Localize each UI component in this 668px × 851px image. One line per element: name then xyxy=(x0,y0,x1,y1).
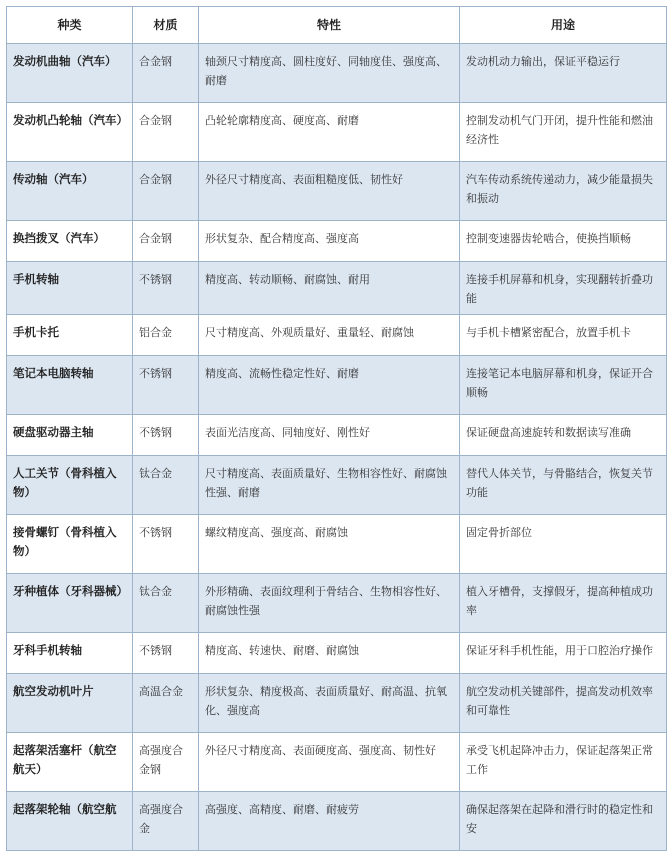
table-row xyxy=(7,103,667,162)
cell-features: 精度高、转速快、耐磨、耐腐蚀 xyxy=(199,633,460,674)
cell-kind: 硬盘驱动器主轴 xyxy=(7,415,133,456)
product-table xyxy=(6,6,667,851)
cell-usage: 保证硬盘高速旋转和数据读写准确 xyxy=(460,415,667,456)
cell-features: 形状复杂、精度极高、表面质量好、耐高温、抗氧化、强度高 xyxy=(199,674,460,733)
table-header-row xyxy=(7,7,667,44)
cell-usage: 与手机卡槽紧密配合，放置手机卡 xyxy=(460,315,667,356)
cell-kind: 牙科手机转轴 xyxy=(7,633,133,674)
cell-usage: 汽车传动系统传递动力，减少能量损失和振动 xyxy=(460,162,667,221)
table-row xyxy=(7,356,667,415)
cell-kind: 牙种植体（牙科器械） xyxy=(7,574,133,633)
cell-kind: 航空发动机叶片 xyxy=(7,674,133,733)
cell-features: 外径尺寸精度高、表面硬度高、强度高、韧性好 xyxy=(199,733,460,792)
cell-usage: 控制变速器齿轮啮合，使换挡顺畅 xyxy=(460,221,667,262)
table-row xyxy=(7,633,667,674)
cell-kind: 笔记本电脑转轴 xyxy=(7,356,133,415)
table-row xyxy=(7,674,667,733)
cell-features: 轴颈尺寸精度高、圆柱度好、同轴度佳、强度高、耐磨 xyxy=(199,44,460,103)
cell-usage: 替代人体关节，与骨骼结合，恢复关节功能 xyxy=(460,456,667,515)
table-row xyxy=(7,415,667,456)
cell-usage: 连接笔记本电脑屏幕和机身，保证开合顺畅 xyxy=(460,356,667,415)
cell-features: 精度高、转动顺畅、耐腐蚀、耐用 xyxy=(199,262,460,315)
cell-material: 高强度合金 xyxy=(133,792,199,851)
cell-material: 不锈钢 xyxy=(133,633,199,674)
cell-usage: 发动机动力输出，保证平稳运行 xyxy=(460,44,667,103)
header-kind: 种类 xyxy=(7,7,133,44)
cell-material: 钛合金 xyxy=(133,574,199,633)
cell-usage: 航空发动机关键部件，提高发动机效率和可靠性 xyxy=(460,674,667,733)
table-row xyxy=(7,162,667,221)
cell-material: 合金钢 xyxy=(133,103,199,162)
cell-kind: 人工关节（骨科植入物） xyxy=(7,456,133,515)
table-row xyxy=(7,733,667,792)
cell-material: 铝合金 xyxy=(133,315,199,356)
cell-kind: 换挡拨叉（汽车） xyxy=(7,221,133,262)
cell-features: 外形精确、表面纹理利于骨结合、生物相容性好、耐腐蚀性强 xyxy=(199,574,460,633)
cell-features: 高强度、高精度、耐磨、耐疲劳 xyxy=(199,792,460,851)
cell-usage: 保证牙科手机性能，用于口腔治疗操作 xyxy=(460,633,667,674)
cell-features: 表面光洁度高、同轴度好、刚性好 xyxy=(199,415,460,456)
cell-kind: 发动机曲轴（汽车） xyxy=(7,44,133,103)
cell-kind: 起落架轮轴（航空航 xyxy=(7,792,133,851)
table-row xyxy=(7,315,667,356)
cell-material: 不锈钢 xyxy=(133,515,199,574)
cell-usage: 控制发动机气门开闭，提升性能和燃油经济性 xyxy=(460,103,667,162)
cell-kind: 传动轴（汽车） xyxy=(7,162,133,221)
table-row xyxy=(7,574,667,633)
cell-material: 不锈钢 xyxy=(133,356,199,415)
cell-material: 不锈钢 xyxy=(133,262,199,315)
table-row xyxy=(7,515,667,574)
cell-usage: 承受飞机起降冲击力，保证起落架正常工作 xyxy=(460,733,667,792)
header-usage: 用途 xyxy=(460,7,667,44)
cell-usage: 确保起落架在起降和滑行时的稳定性和安 xyxy=(460,792,667,851)
cell-usage: 连接手机屏幕和机身，实现翻转折叠功能 xyxy=(460,262,667,315)
cell-features: 尺寸精度高、外观质量好、重量轻、耐腐蚀 xyxy=(199,315,460,356)
table-row xyxy=(7,262,667,315)
cell-material: 合金钢 xyxy=(133,221,199,262)
header-features: 特性 xyxy=(199,7,460,44)
cell-features: 形状复杂、配合精度高、强度高 xyxy=(199,221,460,262)
cell-usage: 固定骨折部位 xyxy=(460,515,667,574)
cell-usage: 植入牙槽骨，支撑假牙，提高种植成功率 xyxy=(460,574,667,633)
cell-features: 尺寸精度高、表面质量好、生物相容性好、耐腐蚀性强、耐磨 xyxy=(199,456,460,515)
table-row xyxy=(7,44,667,103)
cell-features: 凸轮轮廓精度高、硬度高、耐磨 xyxy=(199,103,460,162)
cell-features: 外径尺寸精度高、表面粗糙度低、韧性好 xyxy=(199,162,460,221)
cell-kind: 手机转轴 xyxy=(7,262,133,315)
cell-features: 精度高、流畅性稳定性好、耐磨 xyxy=(199,356,460,415)
table-row xyxy=(7,456,667,515)
cell-material: 高温合金 xyxy=(133,674,199,733)
cell-material: 不锈钢 xyxy=(133,415,199,456)
cell-material: 合金钢 xyxy=(133,162,199,221)
cell-kind: 接骨螺钉（骨科植入物） xyxy=(7,515,133,574)
cell-kind: 手机卡托 xyxy=(7,315,133,356)
header-material: 材质 xyxy=(133,7,199,44)
cell-features: 螺纹精度高、强度高、耐腐蚀 xyxy=(199,515,460,574)
cell-material: 合金钢 xyxy=(133,44,199,103)
table-row xyxy=(7,221,667,262)
cell-material: 钛合金 xyxy=(133,456,199,515)
cell-kind: 发动机凸轮轴（汽车） xyxy=(7,103,133,162)
table-row xyxy=(7,792,667,851)
product-table-container xyxy=(6,6,666,835)
cell-material: 高强度合金钢 xyxy=(133,733,199,792)
cell-kind: 起落架活塞杆（航空航天） xyxy=(7,733,133,792)
